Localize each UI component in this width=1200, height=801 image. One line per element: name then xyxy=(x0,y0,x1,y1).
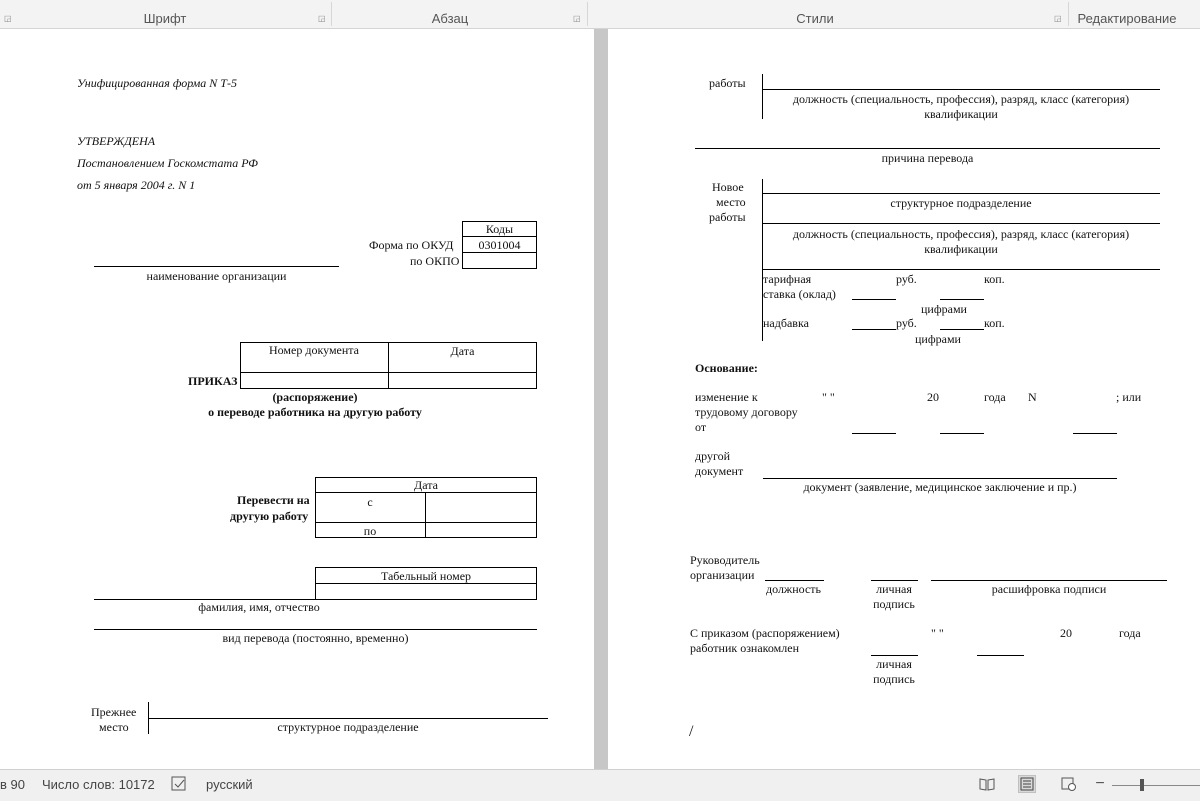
new-place-label-2: место xyxy=(716,195,746,209)
styles-dialog-launcher-icon[interactable]: ◲ xyxy=(1054,14,1062,23)
web-layout-icon[interactable] xyxy=(1061,776,1077,792)
struct-unit-caption: структурное подразделение xyxy=(277,720,419,734)
ack-year-word: года xyxy=(1119,626,1141,640)
tariff-kop-blank xyxy=(940,299,984,300)
transfer-label-1: Перевести на xyxy=(237,493,310,507)
period-date-header: Дата xyxy=(414,478,438,492)
contract-change-2: трудовому договору xyxy=(695,405,798,419)
okpo-label: по ОКПО xyxy=(410,254,460,268)
approved-date: от 5 января 2004 г. N 1 xyxy=(77,178,196,192)
head-position-blank xyxy=(765,580,824,581)
tariff-label-2: ставка (оклад) xyxy=(763,287,836,301)
table-line xyxy=(462,236,537,237)
zoom-slider-thumb[interactable] xyxy=(1140,779,1144,791)
table-line xyxy=(315,492,537,493)
new-position-caption-1: должность (специальность, профессия), разряд, класс (категория) xyxy=(792,227,1130,241)
to-label: по xyxy=(363,524,377,538)
from-label: с xyxy=(367,495,373,509)
basis-label: Основание: xyxy=(695,361,758,375)
contract-change-3: от xyxy=(695,420,707,434)
ribbon-separator xyxy=(331,2,332,26)
paragraph-dialog-launcher-icon[interactable]: ◲ xyxy=(573,14,581,23)
head-position-caption: должность xyxy=(766,582,821,596)
clipboard-dialog-launcher-icon[interactable]: ◲ xyxy=(4,14,12,23)
fio-caption: фамилия, имя, отчество xyxy=(198,600,320,614)
org-name-line xyxy=(94,266,339,267)
order-date-label: Дата xyxy=(450,344,475,358)
ribbon-group-labels xyxy=(0,0,1200,29)
bonus-kop-label: коп. xyxy=(984,316,1005,330)
prev-place-label-2: место xyxy=(99,720,129,734)
ack-signature-caption-1: личная xyxy=(876,657,912,671)
read-mode-icon[interactable] xyxy=(979,776,995,792)
bonus-rub-label: руб. xyxy=(896,316,917,330)
table-line xyxy=(240,372,537,373)
bonus-digits-caption: цифрами xyxy=(915,332,961,346)
other-doc-caption: документ (заявление, медицинское заключение и пр.) xyxy=(803,480,1077,494)
number-blank xyxy=(1073,433,1117,434)
ribbon-separator xyxy=(587,2,588,26)
head-signature-blank xyxy=(871,580,918,581)
new-place-label-1: Новое xyxy=(712,180,744,194)
page-indicator[interactable]: в 90 xyxy=(0,777,25,792)
word-count[interactable]: Число слов: 10172 xyxy=(42,777,155,792)
new-position-line xyxy=(762,223,1160,224)
codes-header: Коды xyxy=(485,222,514,236)
table-line xyxy=(315,522,537,523)
date-quotes: " " xyxy=(822,390,835,404)
or-label: ; или xyxy=(1116,390,1142,404)
approved-label: УТВЕРЖДЕНА xyxy=(77,134,156,148)
print-layout-icon[interactable] xyxy=(1019,776,1035,792)
bonus-rub-blank xyxy=(852,329,896,330)
ribbon-group-paragraph: Абзац xyxy=(431,11,469,26)
new-position-bottom-line xyxy=(762,269,1160,270)
bonus-kop-blank xyxy=(940,329,984,330)
transfer-type-caption: вид перевода (постоянно, временно) xyxy=(222,631,409,645)
prev-place-label-1: Прежнее xyxy=(91,705,137,719)
head-label-2: организации xyxy=(690,568,755,582)
transfer-label-2: другую работу xyxy=(230,509,309,523)
position-caption-1: должность (специальность, профессия), разряд, класс (категория) xyxy=(792,92,1130,106)
left-page[interactable] xyxy=(0,29,594,769)
doc-number-label: Номер документа xyxy=(268,343,360,357)
year-blank xyxy=(940,433,984,434)
font-dialog-launcher-icon[interactable]: ◲ xyxy=(318,14,326,23)
okud-value: 0301004 xyxy=(478,238,521,252)
right-page[interactable] xyxy=(608,29,1200,769)
other-doc-line xyxy=(763,478,1117,479)
text-cursor: / xyxy=(689,723,694,740)
head-signature-caption-1: личная xyxy=(876,582,912,596)
tab-number-label: Табельный номер xyxy=(380,569,472,583)
transfer-type-line xyxy=(94,629,537,630)
zoom-out-icon[interactable]: − xyxy=(1095,775,1105,792)
reason-line xyxy=(695,148,1160,149)
tariff-rub-blank xyxy=(852,299,896,300)
approved-by: Постановлением Госкомстата РФ xyxy=(77,156,258,170)
ribbon-separator xyxy=(1068,2,1069,26)
new-struct-caption: структурное подразделение xyxy=(890,196,1032,210)
day-blank xyxy=(852,433,896,434)
contract-change-1: изменение к xyxy=(695,390,758,404)
status-bar xyxy=(0,769,1200,801)
position-caption-2: квалификации xyxy=(924,107,998,121)
okud-label: Форма по ОКУД xyxy=(369,238,454,252)
new-place-label-3: работы xyxy=(709,210,746,224)
zoom-slider[interactable] xyxy=(1112,785,1200,786)
year-20: 20 xyxy=(927,390,939,404)
acquainted-label-2: работник ознакомлен xyxy=(690,641,800,655)
table-line xyxy=(315,583,537,584)
bonus-label: надбавка xyxy=(763,316,809,330)
year-word: года xyxy=(984,390,1006,404)
head-signature-caption-2: подпись xyxy=(873,597,915,611)
ack-year-20: 20 xyxy=(1060,626,1072,640)
new-position-caption-2: квалификации xyxy=(924,242,998,256)
ribbon-group-font: Шрифт xyxy=(143,11,187,26)
order-subtitle: (распоряжение) xyxy=(272,390,358,404)
acquainted-label-1: С приказом (распоряжением) xyxy=(690,626,840,640)
reason-caption: причина перевода xyxy=(881,151,974,165)
org-name-caption: наименование организации xyxy=(146,269,287,283)
n-label: N xyxy=(1028,390,1037,404)
ack-signature-caption-2: подпись xyxy=(873,672,915,686)
head-label-1: Руководитель xyxy=(690,553,760,567)
tariff-kop-label: коп. xyxy=(984,272,1005,286)
order-title: ПРИКАЗ xyxy=(188,374,238,388)
work-label: работы xyxy=(709,76,746,90)
language-indicator[interactable]: русский xyxy=(206,777,253,792)
new-struct-line xyxy=(762,193,1160,194)
tariff-digits-caption: цифрами xyxy=(921,302,967,316)
table-line xyxy=(425,492,426,538)
head-decode-caption: расшифровка подписи xyxy=(991,582,1107,596)
ack-date-quotes: " " xyxy=(931,626,944,640)
other-doc-1: другой xyxy=(695,449,730,463)
proofing-icon[interactable] xyxy=(171,776,187,792)
ack-day-blank xyxy=(977,655,1024,656)
other-doc-2: документ xyxy=(695,464,744,478)
ribbon-group-editing: Редактирование xyxy=(1077,11,1177,26)
tariff-rub-label: руб. xyxy=(896,272,917,286)
form-name: Унифицированная форма N Т-5 xyxy=(77,76,237,90)
prev-place-line xyxy=(148,718,548,719)
order-about: о переводе работника на другую работу xyxy=(208,405,422,419)
table-line xyxy=(462,252,537,253)
ack-signature-blank xyxy=(871,655,918,656)
position-line xyxy=(762,89,1160,90)
ribbon-group-styles: Стили xyxy=(796,11,834,26)
head-decode-blank xyxy=(931,580,1167,581)
tariff-label-1: тарифная xyxy=(763,272,812,286)
